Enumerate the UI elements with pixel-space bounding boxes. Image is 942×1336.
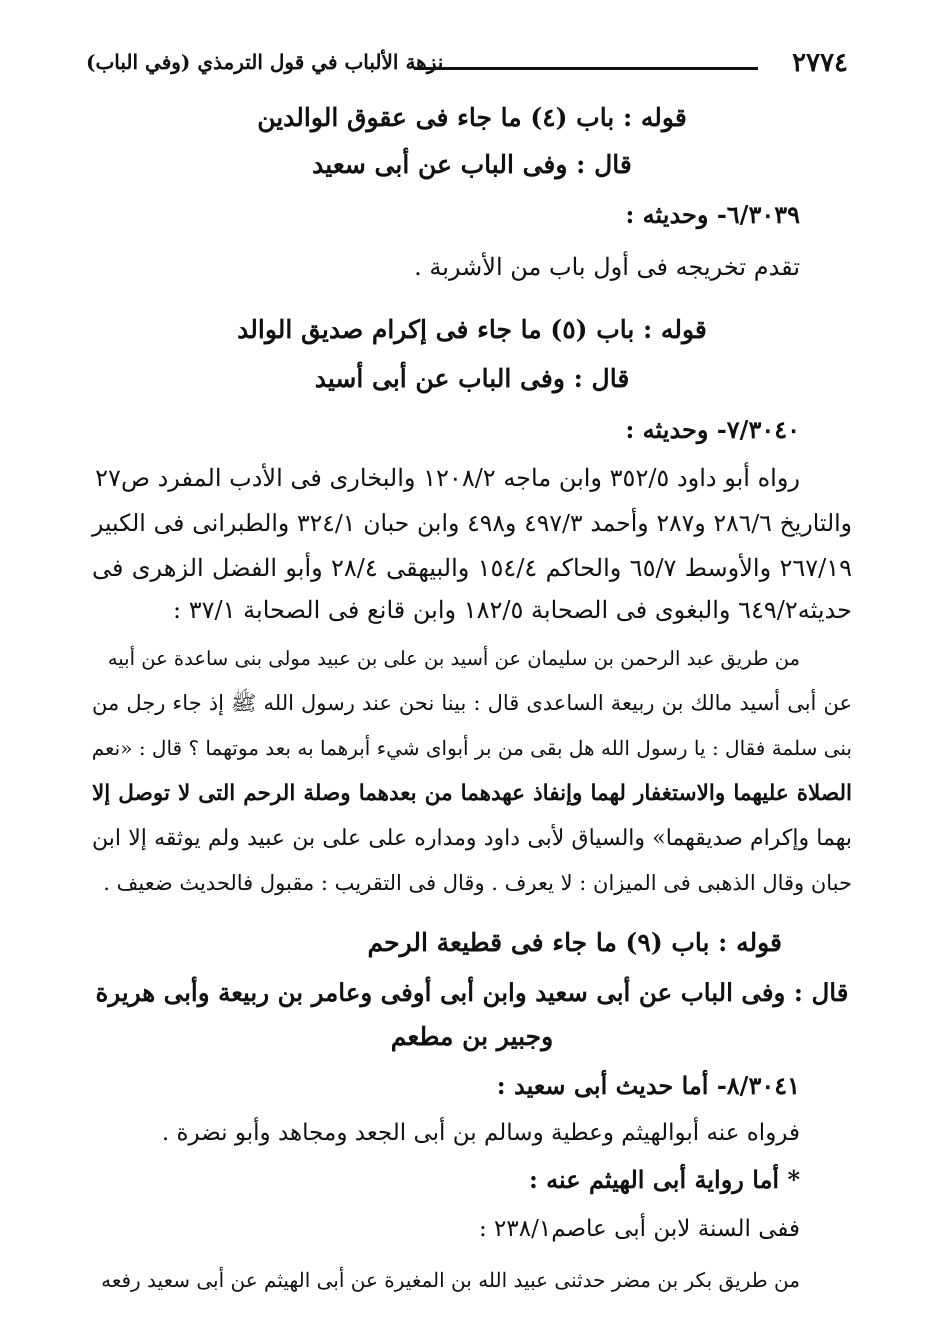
chapter-subheading: وجبير بن مطعم xyxy=(390,1022,554,1051)
body-line: فرواه عنه أبوالهيثم وعطية وسالم بن أبى الجعد ومجاهد وأبو نضرة . xyxy=(161,1120,800,1146)
chapter-heading: قوله : باب (٤) ما جاء فى عقوق الوالدين xyxy=(257,103,687,132)
hadith-number: ٧/٣٠٤٠- وحديثه : xyxy=(625,415,800,444)
body-line: تقدم تخريجه فى أول باب من الأشربة . xyxy=(414,253,800,281)
chapter-heading: قوله : باب (٩) ما جاء فى قطيعة الرحم xyxy=(367,928,782,957)
header-rule xyxy=(414,67,758,70)
chapter-subheading: قال : وفى الباب عن أبى أسيد xyxy=(314,364,630,393)
body-line: حديثه٦٤٩/٢ والبغوى فى الصحابة ١٨٢/٥ وابن قانع فى الصحابة ٣٧/١ : xyxy=(173,596,852,624)
body-line: والتاريخ ٢٨٦/٦ و٢٨٧ وأحمد ٤٩٧/٣ و٤٩٨ وابن حبان ٣٢٤/١ والطبرانى فى الكبير xyxy=(92,509,852,537)
body-line: ٢٦٧/١٩ والأوسط ٦٥/٧ والحاكم ١٥٤/٤ والبيهقى ٢٨/٤ وأبو الفضل الزهرى فى xyxy=(92,554,853,582)
body-line: رواه أبو داود ٣٥٢/٥ وابن ماجه ١٢٠٨/٢ والبخارى فى الأدب المفرد ص٢٧ xyxy=(95,464,800,492)
hadith-number: ٦/٣٠٣٩- وحديثه : xyxy=(625,200,800,229)
body-line: عن أبى أسيد مالك بن ربيعة الساعدى قال : بينا نحن عند رسول الله ﷺ إذ جاء رجل من xyxy=(92,691,852,715)
hadith-number: ٨/٣٠٤١- أما حديث أبى سعيد : xyxy=(496,1071,800,1100)
page-number: ٢٧٧٤ xyxy=(792,48,848,78)
running-title: نزهة الألباب في قول الترمذي (وفي الباب) xyxy=(86,50,444,74)
body-line: ففى السنة لابن أبى عاصم٢٣٨/١ : xyxy=(478,1216,800,1242)
body-line: من طريق عبد الرحمن بن سليمان عن أسيد بن على بن عبيد مولى بنى ساعدة عن أبيه xyxy=(107,647,800,670)
chapter-subheading: قال : وفى الباب عن أبى سعيد xyxy=(312,150,632,179)
chapter-heading: قوله : باب (٥) ما جاء فى إكرام صديق الوالد xyxy=(237,315,707,344)
body-line: الصلاة عليهما والاستغفار لهما وإنفاذ عهدهما من بعدهما وصلة الرحم التى لا توصل إلا xyxy=(92,781,852,806)
body-line: من طريق بكر بن مضر حدثنى عبيد الله بن المغيرة عن أبى الهيثم عن أبى سعيد رفعه xyxy=(101,1268,800,1292)
section-heading: * أما رواية أبى الهيثم عنه : xyxy=(528,1165,800,1194)
body-line: بنى سلمة فقال : يا رسول الله هل بقى من بر أبواى شيء أبرهما به بعد موتهما ؟ قال : «نعم xyxy=(91,736,852,760)
body-line: حبان وقال الذهبى فى الميزان : لا يعرف . وقال فى التقريب : مقبول فالحديث ضعيف . xyxy=(103,871,852,895)
chapter-subheading: قال : وفى الباب عن أبى سعيد وابن أبى أوفى وعامر بن ربيعة وأبى هريرة xyxy=(95,978,849,1007)
running-header xyxy=(86,48,848,84)
body-line: بهما وإكرام صديقهما» والسياق لأبى داود ومداره على على بن عبيد ولم يوثقه إلا ابن xyxy=(92,826,852,851)
